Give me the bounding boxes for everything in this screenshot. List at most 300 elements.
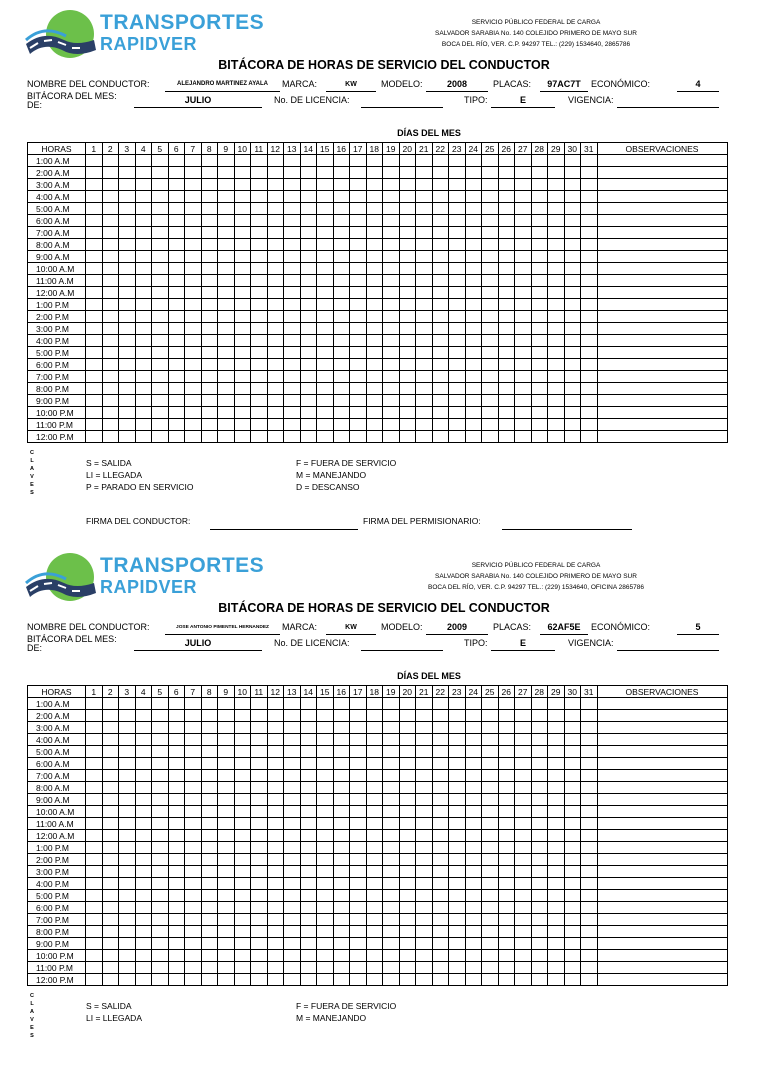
log-cell[interactable] bbox=[218, 710, 235, 722]
log-cell[interactable] bbox=[531, 962, 548, 974]
log-cell[interactable] bbox=[201, 335, 218, 347]
log-cell[interactable] bbox=[251, 758, 268, 770]
log-cell[interactable] bbox=[531, 359, 548, 371]
log-cell[interactable] bbox=[548, 227, 565, 239]
log-cell[interactable] bbox=[498, 191, 515, 203]
log-cell[interactable] bbox=[135, 890, 152, 902]
log-cell[interactable] bbox=[465, 734, 482, 746]
log-cell[interactable] bbox=[135, 782, 152, 794]
log-cell[interactable] bbox=[531, 758, 548, 770]
log-cell[interactable] bbox=[234, 938, 251, 950]
log-cell[interactable] bbox=[581, 734, 598, 746]
log-cell[interactable] bbox=[416, 431, 433, 443]
log-cell[interactable] bbox=[498, 419, 515, 431]
log-cell[interactable] bbox=[102, 239, 119, 251]
log-cell[interactable] bbox=[383, 794, 400, 806]
log-cell[interactable] bbox=[564, 746, 581, 758]
log-cell[interactable] bbox=[251, 359, 268, 371]
log-cell[interactable] bbox=[432, 698, 449, 710]
log-cell[interactable] bbox=[317, 830, 334, 842]
log-cell[interactable] bbox=[498, 926, 515, 938]
log-cell[interactable] bbox=[564, 854, 581, 866]
log-cell[interactable] bbox=[465, 179, 482, 191]
log-cell[interactable] bbox=[119, 191, 136, 203]
log-cell[interactable] bbox=[564, 311, 581, 323]
log-cell[interactable] bbox=[102, 926, 119, 938]
log-cell[interactable] bbox=[399, 239, 416, 251]
log-cell[interactable] bbox=[86, 419, 103, 431]
log-cell[interactable] bbox=[234, 227, 251, 239]
log-cell[interactable] bbox=[300, 407, 317, 419]
log-cell[interactable] bbox=[548, 431, 565, 443]
log-cell[interactable] bbox=[581, 179, 598, 191]
log-cell[interactable] bbox=[119, 251, 136, 263]
log-cell[interactable] bbox=[482, 974, 499, 986]
log-cell[interactable] bbox=[548, 710, 565, 722]
log-cell[interactable] bbox=[218, 359, 235, 371]
log-cell[interactable] bbox=[515, 878, 532, 890]
log-cell[interactable] bbox=[168, 395, 185, 407]
log-cell[interactable] bbox=[185, 419, 202, 431]
log-cell[interactable] bbox=[86, 710, 103, 722]
log-cell[interactable] bbox=[366, 323, 383, 335]
log-cell[interactable] bbox=[300, 794, 317, 806]
log-cell[interactable] bbox=[234, 371, 251, 383]
log-cell[interactable] bbox=[531, 431, 548, 443]
log-cell[interactable] bbox=[168, 239, 185, 251]
log-cell[interactable] bbox=[317, 431, 334, 443]
log-cell[interactable] bbox=[218, 155, 235, 167]
log-cell[interactable] bbox=[218, 698, 235, 710]
log-cell[interactable] bbox=[515, 890, 532, 902]
log-cell[interactable] bbox=[267, 758, 284, 770]
log-cell[interactable] bbox=[399, 407, 416, 419]
log-cell[interactable] bbox=[333, 299, 350, 311]
log-cell[interactable] bbox=[350, 890, 367, 902]
log-cell[interactable] bbox=[284, 830, 301, 842]
log-cell[interactable] bbox=[383, 263, 400, 275]
log-cell[interactable] bbox=[498, 359, 515, 371]
log-cell[interactable] bbox=[251, 938, 268, 950]
log-cell[interactable] bbox=[185, 323, 202, 335]
log-cell[interactable] bbox=[251, 746, 268, 758]
log-cell[interactable] bbox=[284, 866, 301, 878]
log-cell[interactable] bbox=[482, 287, 499, 299]
log-cell[interactable] bbox=[515, 926, 532, 938]
log-cell[interactable] bbox=[432, 179, 449, 191]
log-cell[interactable] bbox=[482, 395, 499, 407]
log-cell[interactable] bbox=[234, 179, 251, 191]
log-cell[interactable] bbox=[218, 770, 235, 782]
log-cell[interactable] bbox=[531, 407, 548, 419]
log-cell[interactable] bbox=[86, 227, 103, 239]
log-cell[interactable] bbox=[317, 914, 334, 926]
log-cell[interactable] bbox=[449, 854, 466, 866]
log-cell[interactable] bbox=[416, 359, 433, 371]
observaciones-cell[interactable] bbox=[597, 251, 727, 263]
log-cell[interactable] bbox=[366, 698, 383, 710]
log-cell[interactable] bbox=[234, 962, 251, 974]
log-cell[interactable] bbox=[383, 878, 400, 890]
log-cell[interactable] bbox=[284, 371, 301, 383]
log-cell[interactable] bbox=[135, 395, 152, 407]
log-cell[interactable] bbox=[564, 227, 581, 239]
log-cell[interactable] bbox=[416, 155, 433, 167]
log-cell[interactable] bbox=[432, 287, 449, 299]
tipo-value[interactable]: E bbox=[491, 95, 555, 108]
log-cell[interactable] bbox=[432, 950, 449, 962]
log-cell[interactable] bbox=[86, 890, 103, 902]
log-cell[interactable] bbox=[102, 902, 119, 914]
log-cell[interactable] bbox=[251, 347, 268, 359]
log-cell[interactable] bbox=[119, 275, 136, 287]
log-cell[interactable] bbox=[267, 950, 284, 962]
log-cell[interactable] bbox=[168, 782, 185, 794]
log-cell[interactable] bbox=[383, 842, 400, 854]
log-cell[interactable] bbox=[102, 710, 119, 722]
log-cell[interactable] bbox=[399, 782, 416, 794]
log-cell[interactable] bbox=[300, 263, 317, 275]
log-cell[interactable] bbox=[515, 203, 532, 215]
log-cell[interactable] bbox=[383, 698, 400, 710]
licencia-value[interactable] bbox=[361, 638, 443, 651]
log-cell[interactable] bbox=[119, 299, 136, 311]
log-cell[interactable] bbox=[531, 155, 548, 167]
log-cell[interactable] bbox=[515, 335, 532, 347]
firma-permisionario-line[interactable] bbox=[502, 528, 632, 530]
log-cell[interactable] bbox=[399, 818, 416, 830]
log-cell[interactable] bbox=[515, 842, 532, 854]
log-cell[interactable] bbox=[152, 866, 169, 878]
log-cell[interactable] bbox=[432, 758, 449, 770]
log-cell[interactable] bbox=[267, 395, 284, 407]
log-cell[interactable] bbox=[333, 275, 350, 287]
log-cell[interactable] bbox=[185, 806, 202, 818]
log-cell[interactable] bbox=[498, 878, 515, 890]
log-cell[interactable] bbox=[185, 854, 202, 866]
log-cell[interactable] bbox=[267, 890, 284, 902]
log-cell[interactable] bbox=[564, 950, 581, 962]
log-cell[interactable] bbox=[218, 890, 235, 902]
log-cell[interactable] bbox=[317, 395, 334, 407]
log-cell[interactable] bbox=[284, 215, 301, 227]
log-cell[interactable] bbox=[86, 371, 103, 383]
log-cell[interactable] bbox=[449, 395, 466, 407]
log-cell[interactable] bbox=[399, 167, 416, 179]
log-cell[interactable] bbox=[251, 950, 268, 962]
log-cell[interactable] bbox=[383, 155, 400, 167]
log-cell[interactable] bbox=[399, 179, 416, 191]
log-cell[interactable] bbox=[86, 962, 103, 974]
log-cell[interactable] bbox=[135, 974, 152, 986]
log-cell[interactable] bbox=[234, 311, 251, 323]
log-cell[interactable] bbox=[218, 878, 235, 890]
log-cell[interactable] bbox=[449, 335, 466, 347]
log-cell[interactable] bbox=[333, 227, 350, 239]
log-cell[interactable] bbox=[366, 287, 383, 299]
log-cell[interactable] bbox=[119, 962, 136, 974]
log-cell[interactable] bbox=[482, 902, 499, 914]
log-cell[interactable] bbox=[251, 263, 268, 275]
log-cell[interactable] bbox=[482, 299, 499, 311]
log-cell[interactable] bbox=[350, 722, 367, 734]
log-cell[interactable] bbox=[366, 818, 383, 830]
log-cell[interactable] bbox=[465, 974, 482, 986]
log-cell[interactable] bbox=[333, 407, 350, 419]
log-cell[interactable] bbox=[449, 770, 466, 782]
log-cell[interactable] bbox=[300, 431, 317, 443]
log-cell[interactable] bbox=[86, 323, 103, 335]
log-cell[interactable] bbox=[152, 890, 169, 902]
log-cell[interactable] bbox=[135, 227, 152, 239]
log-cell[interactable] bbox=[185, 275, 202, 287]
log-cell[interactable] bbox=[317, 854, 334, 866]
log-cell[interactable] bbox=[465, 710, 482, 722]
log-cell[interactable] bbox=[383, 830, 400, 842]
log-cell[interactable] bbox=[102, 842, 119, 854]
log-cell[interactable] bbox=[86, 746, 103, 758]
observaciones-cell[interactable] bbox=[597, 758, 727, 770]
log-cell[interactable] bbox=[465, 167, 482, 179]
log-cell[interactable] bbox=[119, 746, 136, 758]
observaciones-cell[interactable] bbox=[597, 782, 727, 794]
log-cell[interactable] bbox=[168, 323, 185, 335]
log-cell[interactable] bbox=[416, 287, 433, 299]
log-cell[interactable] bbox=[416, 698, 433, 710]
log-cell[interactable] bbox=[168, 215, 185, 227]
log-cell[interactable] bbox=[531, 794, 548, 806]
log-cell[interactable] bbox=[168, 746, 185, 758]
log-cell[interactable] bbox=[449, 371, 466, 383]
log-cell[interactable] bbox=[564, 758, 581, 770]
log-cell[interactable] bbox=[218, 746, 235, 758]
log-cell[interactable] bbox=[383, 962, 400, 974]
log-cell[interactable] bbox=[366, 419, 383, 431]
log-cell[interactable] bbox=[201, 974, 218, 986]
log-cell[interactable] bbox=[449, 287, 466, 299]
log-cell[interactable] bbox=[135, 323, 152, 335]
log-cell[interactable] bbox=[432, 746, 449, 758]
log-cell[interactable] bbox=[284, 938, 301, 950]
log-cell[interactable] bbox=[201, 782, 218, 794]
log-cell[interactable] bbox=[86, 431, 103, 443]
log-cell[interactable] bbox=[201, 179, 218, 191]
observaciones-cell[interactable] bbox=[597, 722, 727, 734]
log-cell[interactable] bbox=[102, 347, 119, 359]
log-cell[interactable] bbox=[218, 854, 235, 866]
log-cell[interactable] bbox=[267, 818, 284, 830]
log-cell[interactable] bbox=[185, 746, 202, 758]
log-cell[interactable] bbox=[317, 167, 334, 179]
log-cell[interactable] bbox=[317, 734, 334, 746]
log-cell[interactable] bbox=[482, 203, 499, 215]
observaciones-cell[interactable] bbox=[597, 275, 727, 287]
log-cell[interactable] bbox=[449, 227, 466, 239]
log-cell[interactable] bbox=[432, 251, 449, 263]
log-cell[interactable] bbox=[498, 203, 515, 215]
log-cell[interactable] bbox=[234, 902, 251, 914]
log-cell[interactable] bbox=[102, 299, 119, 311]
log-cell[interactable] bbox=[515, 239, 532, 251]
log-cell[interactable] bbox=[234, 734, 251, 746]
log-cell[interactable] bbox=[581, 818, 598, 830]
log-cell[interactable] bbox=[366, 215, 383, 227]
log-cell[interactable] bbox=[498, 395, 515, 407]
log-cell[interactable] bbox=[284, 431, 301, 443]
log-cell[interactable] bbox=[350, 407, 367, 419]
log-cell[interactable] bbox=[383, 275, 400, 287]
log-cell[interactable] bbox=[135, 770, 152, 782]
log-cell[interactable] bbox=[350, 251, 367, 263]
log-cell[interactable] bbox=[135, 383, 152, 395]
log-cell[interactable] bbox=[482, 890, 499, 902]
log-cell[interactable] bbox=[152, 371, 169, 383]
log-cell[interactable] bbox=[185, 950, 202, 962]
log-cell[interactable] bbox=[317, 770, 334, 782]
log-cell[interactable] bbox=[86, 359, 103, 371]
log-cell[interactable] bbox=[119, 167, 136, 179]
log-cell[interactable] bbox=[218, 227, 235, 239]
log-cell[interactable] bbox=[548, 359, 565, 371]
log-cell[interactable] bbox=[333, 878, 350, 890]
log-cell[interactable] bbox=[350, 239, 367, 251]
log-cell[interactable] bbox=[86, 782, 103, 794]
log-cell[interactable] bbox=[399, 758, 416, 770]
log-cell[interactable] bbox=[168, 251, 185, 263]
log-cell[interactable] bbox=[350, 371, 367, 383]
log-cell[interactable] bbox=[267, 191, 284, 203]
log-cell[interactable] bbox=[300, 179, 317, 191]
log-cell[interactable] bbox=[564, 155, 581, 167]
log-cell[interactable] bbox=[399, 155, 416, 167]
log-cell[interactable] bbox=[548, 734, 565, 746]
log-cell[interactable] bbox=[333, 395, 350, 407]
log-cell[interactable] bbox=[564, 890, 581, 902]
log-cell[interactable] bbox=[432, 335, 449, 347]
log-cell[interactable] bbox=[135, 155, 152, 167]
log-cell[interactable] bbox=[498, 782, 515, 794]
log-cell[interactable] bbox=[201, 251, 218, 263]
log-cell[interactable] bbox=[416, 878, 433, 890]
log-cell[interactable] bbox=[399, 962, 416, 974]
log-cell[interactable] bbox=[300, 914, 317, 926]
log-cell[interactable] bbox=[515, 155, 532, 167]
observaciones-cell[interactable] bbox=[597, 806, 727, 818]
log-cell[interactable] bbox=[185, 251, 202, 263]
log-cell[interactable] bbox=[234, 215, 251, 227]
log-cell[interactable] bbox=[317, 407, 334, 419]
log-cell[interactable] bbox=[564, 383, 581, 395]
log-cell[interactable] bbox=[284, 878, 301, 890]
observaciones-cell[interactable] bbox=[597, 155, 727, 167]
log-cell[interactable] bbox=[284, 407, 301, 419]
log-cell[interactable] bbox=[432, 962, 449, 974]
observaciones-cell[interactable] bbox=[597, 191, 727, 203]
log-cell[interactable] bbox=[564, 710, 581, 722]
log-cell[interactable] bbox=[201, 287, 218, 299]
log-cell[interactable] bbox=[168, 926, 185, 938]
log-cell[interactable] bbox=[300, 854, 317, 866]
log-cell[interactable] bbox=[515, 287, 532, 299]
log-cell[interactable] bbox=[284, 419, 301, 431]
log-cell[interactable] bbox=[152, 347, 169, 359]
log-cell[interactable] bbox=[135, 830, 152, 842]
log-cell[interactable] bbox=[366, 311, 383, 323]
log-cell[interactable] bbox=[333, 710, 350, 722]
log-cell[interactable] bbox=[383, 215, 400, 227]
log-cell[interactable] bbox=[251, 287, 268, 299]
placas-value[interactable]: 97AC7T bbox=[540, 79, 588, 92]
observaciones-cell[interactable] bbox=[597, 395, 727, 407]
log-cell[interactable] bbox=[300, 926, 317, 938]
log-cell[interactable] bbox=[465, 191, 482, 203]
log-cell[interactable] bbox=[581, 842, 598, 854]
observaciones-cell[interactable] bbox=[597, 203, 727, 215]
log-cell[interactable] bbox=[515, 179, 532, 191]
log-cell[interactable] bbox=[333, 419, 350, 431]
log-cell[interactable] bbox=[350, 203, 367, 215]
log-cell[interactable] bbox=[152, 758, 169, 770]
log-cell[interactable] bbox=[251, 830, 268, 842]
log-cell[interactable] bbox=[399, 191, 416, 203]
log-cell[interactable] bbox=[564, 974, 581, 986]
log-cell[interactable] bbox=[564, 239, 581, 251]
log-cell[interactable] bbox=[185, 794, 202, 806]
log-cell[interactable] bbox=[300, 902, 317, 914]
log-cell[interactable] bbox=[366, 938, 383, 950]
log-cell[interactable] bbox=[482, 215, 499, 227]
log-cell[interactable] bbox=[498, 323, 515, 335]
log-cell[interactable] bbox=[251, 926, 268, 938]
log-cell[interactable] bbox=[399, 902, 416, 914]
log-cell[interactable] bbox=[531, 287, 548, 299]
log-cell[interactable] bbox=[432, 167, 449, 179]
log-cell[interactable] bbox=[449, 782, 466, 794]
log-cell[interactable] bbox=[581, 431, 598, 443]
log-cell[interactable] bbox=[399, 335, 416, 347]
log-cell[interactable] bbox=[267, 830, 284, 842]
log-cell[interactable] bbox=[465, 902, 482, 914]
log-cell[interactable] bbox=[498, 938, 515, 950]
log-cell[interactable] bbox=[581, 926, 598, 938]
log-cell[interactable] bbox=[218, 347, 235, 359]
log-cell[interactable] bbox=[465, 854, 482, 866]
log-cell[interactable] bbox=[135, 359, 152, 371]
log-cell[interactable] bbox=[482, 383, 499, 395]
log-cell[interactable] bbox=[267, 794, 284, 806]
log-cell[interactable] bbox=[350, 167, 367, 179]
log-cell[interactable] bbox=[317, 359, 334, 371]
log-cell[interactable] bbox=[300, 287, 317, 299]
log-cell[interactable] bbox=[152, 782, 169, 794]
log-cell[interactable] bbox=[284, 191, 301, 203]
log-cell[interactable] bbox=[366, 383, 383, 395]
log-cell[interactable] bbox=[531, 950, 548, 962]
log-cell[interactable] bbox=[234, 878, 251, 890]
log-cell[interactable] bbox=[300, 299, 317, 311]
log-cell[interactable] bbox=[185, 782, 202, 794]
log-cell[interactable] bbox=[284, 311, 301, 323]
log-cell[interactable] bbox=[482, 962, 499, 974]
log-cell[interactable] bbox=[135, 275, 152, 287]
log-cell[interactable] bbox=[383, 806, 400, 818]
log-cell[interactable] bbox=[317, 806, 334, 818]
log-cell[interactable] bbox=[564, 179, 581, 191]
observaciones-cell[interactable] bbox=[597, 794, 727, 806]
log-cell[interactable] bbox=[152, 914, 169, 926]
log-cell[interactable] bbox=[416, 962, 433, 974]
log-cell[interactable] bbox=[432, 890, 449, 902]
